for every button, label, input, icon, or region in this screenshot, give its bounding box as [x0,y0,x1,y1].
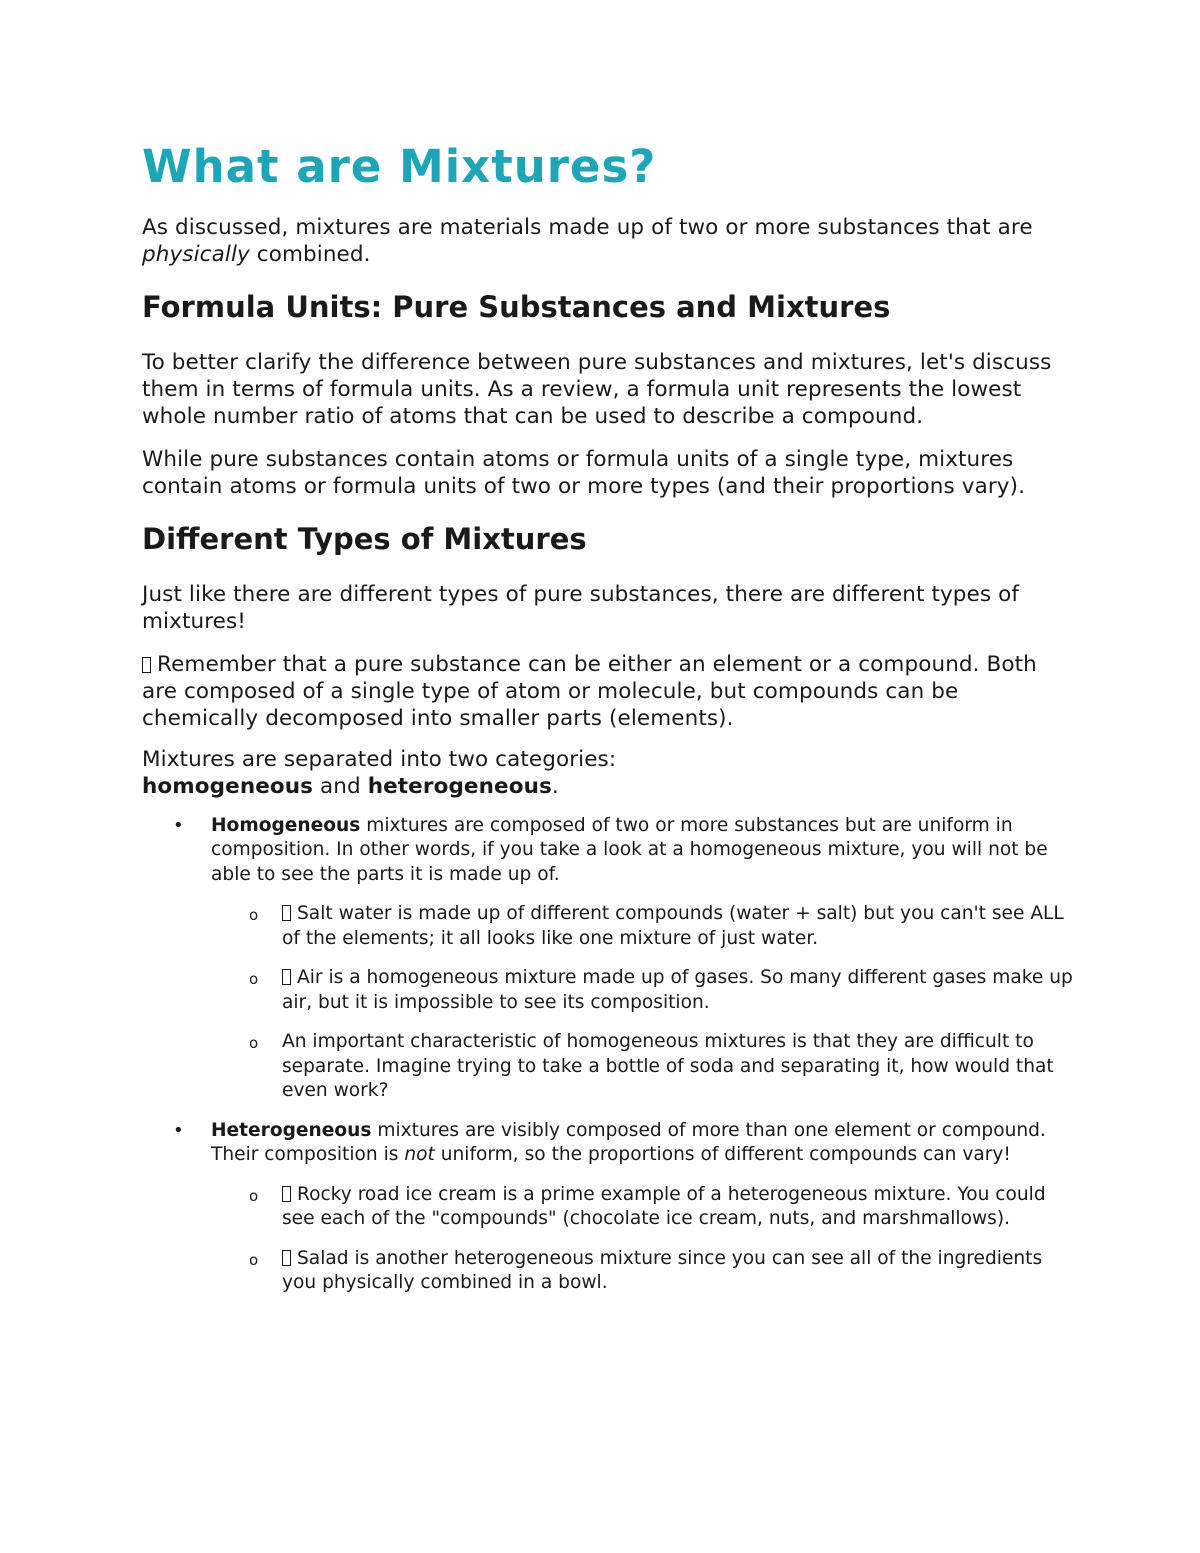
sub-bullet-icon: o [249,1034,259,1053]
intro-paragraph: As discussed, mixtures are materials made up of two or more substances that are physically combined. [142,215,1033,267]
heterogeneous-examples [211,1183,1077,1296]
section-heading-formula-units: Formula Units: Pure Substances and Mixtures [142,290,891,324]
missing-glyph-icon [282,1250,291,1266]
homogeneous-examples [211,902,1077,1104]
missing-glyph-icon [282,1186,291,1202]
missing-glyph-icon [142,657,151,673]
sub-bullet-icon: o [249,1186,259,1205]
sub-bullet-icon: o [249,970,259,989]
list-item-heterogeneous: • Heterogeneous mixtures are visibly composed of more than one element or compound. Their composition is not uniform, so the proportions of different compounds can vary! o Rocky road ice cream is a prime example of a heterogeneous mixture. You could see each of the "compounds" (chocolate ice cream, nuts, and marshmallows). o Salad is another heterogeneous mixture since you can see all of the ingredients you physically combined in a bowl. [142,1119,1077,1296]
types-intro-paragraph: Just like there are different types of pure substances, there are different types of mixtures! [142,581,1020,634]
list-item: o Rocky road ice cream is a prime example of a heterogeneous mixture. You could see each of the "compounds" (chocolate ice cream, nuts, and marshmallows). [249,1183,1046,1230]
list-item: o An important characteristic of homogeneous mixtures is that they are difficult to separate. Imagine trying to take a bottle of soda and separating it, how would that even work? [249,1031,1054,1102]
list-item: o Salad is another heterogeneous mixture since you can see all of the ingredients you physically combined in a bowl. [249,1247,1043,1294]
sub-bullet-icon: o [249,906,259,925]
sub-bullet-icon: o [249,1250,259,1269]
reminder-note: Remember that a pure substance can be either an element or a compound. Both are composed of a single type of atom or molecule, but compounds can be chemically decomposed into smaller parts (elements). [142,651,1037,731]
emphasis-not: not [404,1144,435,1166]
document-page [142,140,1077,1311]
emphasis-physically: physically [142,242,250,267]
categories-paragraph: Mixtures are separated into two categories: homogeneous and heterogeneous. [142,746,617,799]
missing-glyph-icon [282,905,291,921]
list-item-homogeneous: • Homogeneous mixtures are composed of two or more substances but are uniform in composition. In other words, if you take a look at a homogeneous mixture, you will not be able to see the parts it is made up of. o Salt water is made up of different compounds (water + salt) but you can't see ALL of the elements; it all looks like one mixture of just water. o Air is a homogeneous mixture made up of gases. So many different gases make up air, but it is impossible to see its composition. o An important characteristic of homogeneous mixtures is that they are difficult to separate. Imagine trying to take a bottle of soda and separating it, how would that even work? [142,814,1077,1104]
term-heterogeneous: heterogeneous [367,773,552,799]
formula-units-paragraph: To better clarify the difference between pure substances and mixtures, let's discuss them in terms of formula units. As a review, a formula unit represents the lowest whole number ratio of atoms that can be used to describe a compound. [142,349,1052,429]
bullet-icon: • [173,1119,184,1141]
term-homogeneous: homogeneous [142,773,314,799]
mixture-types-list [142,814,1077,1296]
pure-vs-mixture-paragraph: While pure substances contain atoms or formula units of a single type, mixtures contain atoms or formula units of two or more types (and their proportions vary). [142,446,1026,499]
list-item: o Air is a homogeneous mixture made up of gases. So many different gases make up air, but it is impossible to see its composition. [249,967,1073,1013]
bullet-icon: • [173,814,184,836]
section-heading-types: Different Types of Mixtures [142,521,587,556]
missing-glyph-icon [282,969,291,985]
page-title: What are Mixtures? [142,140,657,193]
list-item: o Salt water is made up of different compounds (water + salt) but you can't see ALL of the elements; it all looks like one mixture of just water. [249,903,1064,949]
